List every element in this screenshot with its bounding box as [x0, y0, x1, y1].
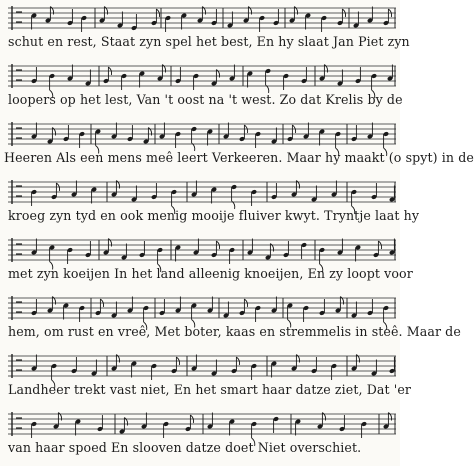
- note-head: [45, 7, 54, 24]
- note-head: [131, 361, 137, 378]
- note-head: [67, 65, 73, 82]
- note-head: [255, 305, 261, 322]
- note-head: [159, 299, 165, 316]
- note-head: [227, 12, 233, 29]
- note-head: [193, 239, 199, 256]
- music-staff: [8, 234, 396, 268]
- lyric-line-6: hem, om rust en vreê, Met boter, kaas en stremmelis in steê. Maar de: [8, 324, 461, 339]
- note-head: [175, 245, 181, 262]
- note-head: [31, 421, 37, 438]
- lyric-line-5: met zyn koeijen In het land alleenig knoeijen, En zy loopt voor: [8, 266, 413, 281]
- note-head: [111, 302, 117, 319]
- note-head: [207, 413, 213, 430]
- note-head: [387, 65, 393, 82]
- note-head: [85, 70, 91, 87]
- note-head: [247, 239, 253, 256]
- note-head: [121, 244, 127, 261]
- note-head: [119, 418, 128, 435]
- note-head: [295, 419, 301, 436]
- note-head: [251, 363, 257, 380]
- note-head: [271, 128, 277, 145]
- note-head: [303, 305, 309, 322]
- note-head: [319, 299, 325, 316]
- music-system-6: [0, 292, 461, 348]
- note-head: [97, 415, 103, 432]
- note-head: [159, 123, 165, 140]
- note-head: [351, 125, 357, 142]
- note-head: [85, 241, 91, 258]
- note-head: [91, 360, 97, 377]
- note-head: [367, 123, 373, 140]
- note-head: [301, 67, 307, 84]
- note-head: [229, 65, 235, 82]
- music-system-7: [0, 350, 412, 406]
- music-system-4: [0, 176, 420, 232]
- note-head: [223, 123, 229, 140]
- note-head: [211, 187, 217, 204]
- note-head: [67, 247, 73, 264]
- lyric-line-2: loopers op het lest, Van 't oost na 't west. Zo dat Krelis by de: [8, 92, 403, 107]
- music-staff: [8, 350, 396, 384]
- note-head: [289, 7, 298, 24]
- note-head: [117, 12, 123, 29]
- note-head: [311, 357, 317, 374]
- note-head: [389, 186, 395, 203]
- music-staff: [8, 2, 396, 36]
- note-head: [273, 9, 279, 26]
- lyric-line-4: kroeg zyn tyd en ook menig mooije fluiver kwyt. Tryntje laat hy: [8, 208, 420, 223]
- note-head: [175, 131, 181, 148]
- note-head: [193, 73, 199, 90]
- note-head: [283, 73, 289, 90]
- note-head: [331, 181, 337, 198]
- note-head: [337, 239, 343, 256]
- note-head: [305, 13, 311, 30]
- note-head: [127, 125, 133, 142]
- note-head: [211, 70, 220, 87]
- note-head: [319, 65, 328, 82]
- note-head: [211, 9, 217, 26]
- note-head: [151, 183, 157, 200]
- note-head: [79, 131, 85, 148]
- music-staff: [8, 292, 396, 326]
- note-head: [273, 416, 279, 433]
- note-head: [271, 183, 277, 200]
- note-head: [321, 15, 327, 32]
- note-head: [207, 297, 213, 314]
- note-head: [131, 186, 137, 203]
- note-head: [139, 241, 145, 258]
- note-head: [175, 67, 181, 84]
- note-head: [389, 239, 395, 256]
- note-head: [367, 7, 373, 24]
- note-head: [351, 355, 360, 372]
- music-staff: [8, 118, 396, 152]
- note-head: [157, 65, 166, 82]
- note-head: [71, 181, 77, 198]
- note-head: [53, 413, 62, 430]
- note-head: [81, 15, 87, 32]
- note-head: [291, 181, 300, 198]
- note-head: [211, 360, 217, 377]
- note-head: [243, 7, 252, 24]
- note-head: [127, 297, 133, 314]
- note-head: [31, 189, 37, 206]
- music-system-2: [0, 60, 403, 116]
- note-head: [47, 297, 56, 314]
- music-system-1: [0, 2, 410, 58]
- note-head: [63, 125, 69, 142]
- note-head: [63, 303, 69, 320]
- note-head: [271, 361, 277, 378]
- note-head: [367, 299, 373, 316]
- note-head: [319, 129, 325, 146]
- note-head: [31, 299, 37, 316]
- note-head: [339, 415, 345, 432]
- music-staff: [8, 408, 396, 442]
- note-head: [251, 189, 257, 206]
- note-head: [229, 247, 235, 264]
- note-head: [131, 14, 137, 31]
- note-head: [229, 419, 235, 436]
- note-head: [351, 302, 357, 319]
- note-head: [371, 360, 377, 377]
- note-head: [175, 297, 181, 314]
- lyric-line-8: van haar spoed En slooven datze doet Niet overschiet.: [8, 440, 362, 455]
- note-head: [31, 67, 37, 84]
- note-head: [311, 186, 317, 203]
- music-system-8: [0, 408, 400, 464]
- note-head: [121, 73, 127, 90]
- note-head: [291, 355, 300, 372]
- note-head: [67, 9, 73, 26]
- note-head: [31, 355, 37, 372]
- note-head: [103, 239, 112, 256]
- note-head: [301, 242, 307, 259]
- note-head: [191, 181, 197, 198]
- music-staff: [8, 176, 396, 210]
- note-head: [31, 123, 37, 140]
- note-head: [303, 123, 309, 140]
- note-head: [47, 128, 56, 145]
- note-head: [71, 357, 77, 374]
- note-head: [317, 413, 326, 430]
- note-head: [111, 181, 120, 198]
- music-system-3: [0, 118, 474, 174]
- note-head: [271, 297, 277, 314]
- note-head: [99, 7, 108, 24]
- note-head: [111, 355, 120, 372]
- note-head: [265, 244, 274, 261]
- lyric-line-7: Landheer trekt vast niet, En het smart haar datze ziet, Dat 'er: [8, 382, 412, 397]
- lyric-line-1: schut en rest, Staat zyn spel het best, En hy slaat Jan Piet zyn: [8, 34, 410, 49]
- note-head: [143, 128, 152, 145]
- note-head: [247, 71, 253, 88]
- note-head: [383, 413, 392, 430]
- note-head: [207, 129, 213, 146]
- note-head: [181, 13, 187, 30]
- note-head: [353, 12, 359, 29]
- note-head: [197, 7, 206, 24]
- lyric-line-3: Heeren Als een mens meê leert Verkeeren. Maar hy maakt (o spyt) in de: [4, 150, 474, 165]
- note-head: [389, 357, 395, 374]
- note-head: [139, 71, 145, 88]
- note-head: [141, 413, 147, 430]
- note-head: [355, 245, 361, 262]
- note-head: [335, 297, 344, 314]
- note-head: [111, 123, 117, 140]
- note-head: [337, 70, 343, 87]
- note-head: [75, 419, 81, 436]
- note-head: [361, 421, 367, 438]
- note-head: [255, 131, 261, 148]
- note-head: [223, 302, 229, 319]
- note-head: [283, 241, 289, 258]
- note-head: [31, 239, 37, 256]
- note-head: [355, 67, 361, 84]
- music-system-5: [0, 234, 413, 290]
- note-head: [163, 421, 169, 438]
- note-head: [165, 15, 171, 32]
- note-head: [371, 183, 377, 200]
- note-head: [91, 187, 97, 204]
- note-head: [191, 355, 197, 372]
- music-staff: [8, 60, 396, 94]
- note-head: [259, 15, 265, 32]
- note-head: [79, 305, 85, 322]
- note-head: [331, 363, 337, 380]
- note-head: [31, 13, 37, 30]
- note-head: [151, 363, 157, 380]
